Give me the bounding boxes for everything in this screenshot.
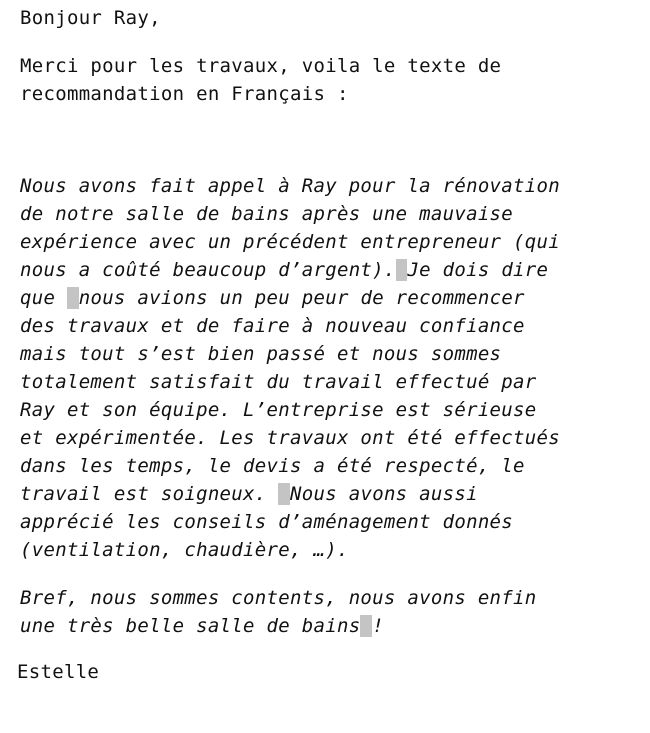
recommendation-line: (ventilation, chaudière, …). [20, 539, 349, 561]
intro-line-2: recommandation en Français : [20, 83, 349, 105]
highlight-space [67, 287, 79, 309]
recommendation-line: dans les temps, le devis a été respecté, le [20, 455, 525, 477]
recommendation-line: mais tout s’est bien passé et nous sommes [20, 343, 502, 365]
conclusion-line: Bref, nous sommes contents, nous avons enfin [20, 587, 537, 609]
recommendation-line: des travaux et de faire à nouveau confiance [20, 315, 525, 337]
recommendation-line: apprécié les conseils d’aménagement donnés [20, 511, 514, 533]
recommendation-line [20, 284, 525, 312]
recommendation-line: et expérimentée. Les travaux ont été effectués [20, 427, 560, 449]
conclusion-segment: ! [372, 615, 384, 637]
conclusion-segment: une très belle salle de bains [20, 615, 361, 637]
recommendation-line [20, 480, 478, 508]
signature: Estelle [17, 661, 100, 683]
highlight-space [278, 483, 290, 505]
recommendation-line: expérience avec un précédent entrepreneur (qui [20, 231, 560, 253]
recommendation-line: Nous avons fait appel à Ray pour la rénovation [20, 175, 560, 197]
recommendation-segment: nous a coûté beaucoup d’argent). [20, 259, 396, 281]
recommendation-segment: travail est soigneux. [20, 483, 267, 505]
highlight-space [396, 259, 408, 281]
recommendation-line: de notre salle de bains après une mauvaise [20, 203, 514, 225]
recommendation-line [20, 256, 548, 284]
conclusion-line [20, 612, 384, 640]
recommendation-segment: nous avions un peu peur de recommencer [78, 287, 525, 309]
recommendation-line: Ray et son équipe. L’entreprise est sérieuse [20, 399, 537, 421]
highlight-space [360, 615, 372, 637]
greeting: Bonjour Ray, [20, 7, 161, 29]
intro-line-1: Merci pour les travaux, voila le texte de [20, 55, 502, 77]
recommendation-line: totalement satisfait du travail effectué par [20, 371, 537, 393]
recommendation-segment: Nous avons aussi [290, 483, 478, 505]
recommendation-segment: Je dois dire [407, 259, 549, 281]
recommendation-segment: que [20, 287, 56, 309]
